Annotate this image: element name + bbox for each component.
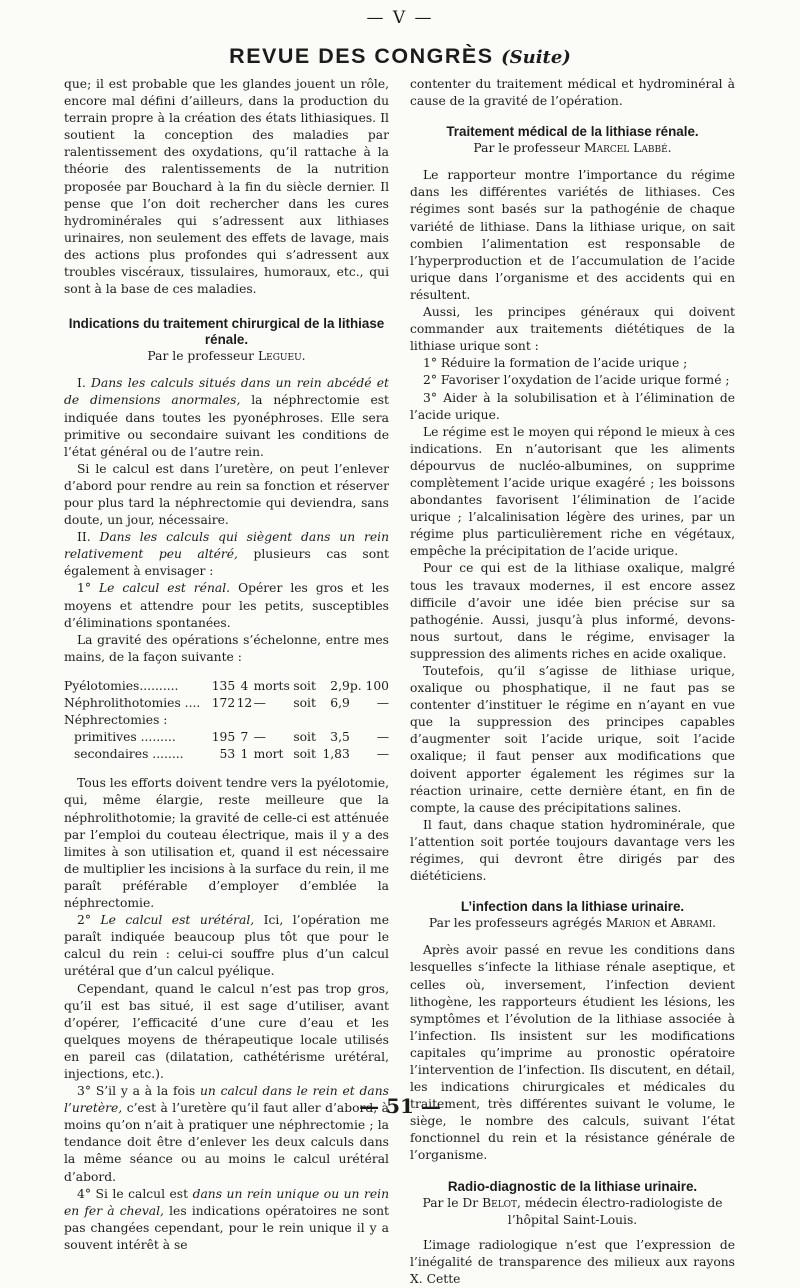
stats-cell: 1: [240, 747, 249, 762]
text-ii: plusieurs cas sont également à envisager :: [64, 547, 389, 579]
stats-cell: mort: [253, 747, 284, 762]
stats-cell: Pyélotomies..........: [64, 678, 179, 693]
medical-paragraph-5: Toutefois, qu’il s’agisse de lithiase urique, oxalique ou phosphatique, il ne faut pas se contenter d’instituer le régime en n’ayant en vue que la suppression des principes capables d’augmenter soit l’acide urique, soit l’acide oxalique; il faut penser aux modifications que doivent apporter également les régimes sur la réaction urinaire, cette dernière étant, en fin de compte, la cause des précipitations salines.: [410, 664, 735, 815]
stats-cell: —: [376, 730, 389, 745]
radio-paragraph-1: L’image radiologique n’est que l’expression de l’inégalité de transparence des milieux aux rayons X. Cette: [410, 1237, 735, 1286]
stats-cell: soit: [293, 747, 316, 762]
journal-title: REVUE DES CONGRÈS: [229, 44, 494, 68]
title-suffix: (Suite): [501, 47, 571, 68]
stats-row: [64, 695, 389, 712]
paragraph-efforts: Tous les efforts doivent tendre vers la pyélotomie, qui, même élargie, reste meilleure que la néphrolithotomie; la gravité de celle-ci est atténuée par l’emploi du couteau électrique, mais il y a des limites à son utilisation et, quand il est nécessaire de multiplier les incisions à la surface du rein, il me paraît préférable d’employer d’emblée la néphrectomie.: [64, 776, 390, 911]
stats-cell: —: [253, 696, 266, 710]
stats-cell: [235, 712, 253, 729]
stats-row: [64, 712, 389, 729]
stats-cell: 4: [240, 678, 249, 693]
stats-cell: [254, 712, 290, 729]
stats-cell: primitives .........: [74, 730, 176, 745]
text-4: les indications opératoires ne sont pas changées cependant, pour le rein unique il y a souvent intérêt à se: [64, 1203, 389, 1252]
stats-cell: secondaires ........: [74, 747, 184, 762]
italic-ii: Dans les calculs qui siègent dans un rein relativement peu altéré,: [64, 530, 389, 562]
page-roman-numeral: — V —: [366, 8, 434, 28]
stats-cell: 172: [211, 696, 236, 710]
paragraph-cependant: Cependant, quand le calcul n’est pas trop gros, qu’il est bas situé, il est sage d’utiliser, avant d’opérer, l’efficacité d’une cure d’eau et les quelques moyens de thérapeutique locale utilisés en pareil cas (dilatation, cathétérisme urétéral, injections, etc.).: [64, 981, 389, 1081]
byline-affiliation: médecin électro-radiologiste de l’hôpital Saint-Louis.: [507, 1195, 723, 1227]
stats-cell: 195: [211, 730, 236, 745]
stats-cell: 135: [211, 678, 236, 693]
stats-cell: [350, 712, 389, 729]
section-title-surgical: Indications du traitement chirurgical de la lithiase rénale.: [68, 316, 385, 348]
byline-prefix: Par le Dr: [422, 1195, 479, 1210]
stats-cell: [320, 712, 350, 729]
medical-list-item: 1° Réduire la formation de l’acide urique ;: [423, 356, 688, 371]
left-intro-paragraph: que; il est probable que les glandes jouent un rôle, encore mal défini d’ailleurs, dans la production du terrain propre à la création des états lithiasiques. Il soutient la conception des maladies par ralentissement des oxydations, qu’il rattache à la théorie des ralentissements de la nutrition proposée par Bouchard à la fin du siècle dernier. Il pense que l’on doit rechercher dans les cures hydrominérales qui s’adressent aux lithiases urinaires, non seulement des effets de lavage, mais des actions plus profondes qui s’adressent aux troubles viscéraux, tissulaires, humoraux, etc., qui sont à la base de ces maladies.: [64, 77, 389, 297]
paragraph-ureter: Si le calcul est dans l’uretère, on peut l’enlever d’abord pour rendre au rein sa fonction et réserver pour plus tard la néphrectomie qui deviendra, sans doute, un jour, nécessaire.: [64, 461, 389, 528]
page-title: [0, 44, 800, 69]
medical-paragraph-1: Le rapporteur montre l’importance du régime dans les différentes variétés de lithiases. Ces régimes sont basés sur la pathogénie de chaque variété de lithiase. Dans la lithiase urique, on sait combien l’alimentation est responsable de l’hyperproduction et de l’accumulation de l’acide urique dans l’organisme et des accidents qui en résultent.: [410, 168, 735, 302]
text-i: la néphrectomie est indiquée dans toutes les pyonéphroses. Elle sera primitive ou secondaire suivant les conditions de l’état général ou de l’autre rein.: [64, 393, 389, 459]
stats-cell: —: [376, 696, 389, 710]
stats-cell: 53: [219, 747, 236, 762]
stats-row: [64, 678, 389, 695]
paragraph-ii: [64, 529, 389, 580]
stats-cell: soit: [293, 730, 316, 745]
stats-cell: [208, 712, 236, 729]
text-3: c’est à l’uretère qu’il faut aller d’abord, à moins qu’on n’ait à pratiquer une néphrectomie ; la tendance doit être d’enlever les deux calculs dans la même séance ou au moins le calcul urétéral d’abord.: [64, 1101, 389, 1184]
stats-cell: Néphrolithotomies ....: [64, 696, 201, 710]
stats-cell: 3,5: [330, 730, 350, 745]
italic-4: dans un rein unique ou un rein en fer à cheval,: [64, 1186, 389, 1218]
label-4: 4°: [77, 1186, 91, 1201]
stats-table: [64, 678, 389, 763]
author-abrami: Abrami.: [670, 916, 717, 931]
stats-cell: Néphrectomies :: [64, 713, 168, 728]
italic-1: Le calcul est rénal.: [98, 581, 231, 596]
stats-cell: 2,9: [330, 678, 350, 693]
medical-list-item: 3° Aider à la solubilisation et à l’élimination de l’acide urique.: [410, 390, 735, 422]
byline-prefix: Par le professeur: [473, 141, 581, 156]
label-3: 3°: [77, 1084, 91, 1099]
section-title-infection: L’infection dans la lithiase urinaire.: [460, 899, 685, 915]
text-2: Ici, l’opération me paraît indiquée beaucoup plus tôt que pour le calcul du rein : celui-ci souffre plus d’un calcul urétéral que d’un calcul pyélique.: [64, 913, 389, 979]
page-number: — 51 —: [359, 1094, 441, 1118]
paragraph-gravite: La gravité des opérations s’échelonne, entre mes mains, de la façon suivante :: [64, 632, 389, 664]
stats-cell: 1,83: [322, 747, 350, 762]
stats-row: [64, 746, 389, 763]
stats-cell: morts: [253, 678, 290, 693]
byline-infection: [410, 915, 735, 932]
stats-row: [64, 729, 389, 746]
italic-2: Le calcul est urétéral,: [100, 913, 255, 928]
medical-paragraph-3: Le régime est le moyen qui répond le mieux à ces indications. En n’autorisant que les aliments dépourvus de nucléo-albumines, on supprime complètement l’acide urique exagéré ; les boissons abondantes favorisent l’élimination de l’acide urique ; l’alcalinisation légère des urines, par un régime plus particulièrement riche en végétaux, empêche la précipitation de l’acide urique.: [410, 424, 735, 559]
label-i: I.: [77, 376, 86, 391]
byline-prefix: Par le professeur: [147, 349, 255, 364]
stats-cell: 6,9: [330, 696, 350, 710]
label-ii: II.: [77, 530, 91, 545]
author-belot: Belot,: [482, 1195, 521, 1210]
right-intro-paragraph: contenter du traitement médical et hydrominéral à cause de la gravité de l’opération.: [410, 77, 735, 109]
stats-cell: soit: [293, 696, 316, 710]
paragraph-1: [64, 580, 389, 631]
left-column: [64, 76, 389, 1254]
label-1: 1°: [77, 581, 91, 596]
byline-and: et: [654, 916, 667, 931]
pre-4: Si le calcul est: [95, 1186, 189, 1201]
byline-surgical: [64, 348, 389, 365]
byline-radio: [410, 1195, 735, 1229]
section-title-medical: Traitement médical de la lithiase rénale.: [446, 124, 699, 140]
byline-medical: [410, 140, 735, 157]
stats-cell: 7: [240, 730, 249, 745]
italic-i: Dans les calculs situés dans un rein abcédé et de dimensions anormales,: [64, 376, 389, 408]
medical-paragraph-2: Aussi, les principes généraux qui doivent commander aux traitements diététiques de la lithiase urique sont :: [410, 305, 735, 354]
medical-paragraph-6: Il faut, dans chaque station hydrominérale, que l’attention soit portée toujours davantage vers les régimes, qui devront être dirigés par des diététiciens.: [410, 817, 735, 884]
paragraph-i: [64, 375, 389, 460]
italic-3: un calcul dans le rein et dans l’uretère,: [64, 1084, 389, 1116]
stats-cell: —: [253, 730, 266, 745]
stats-cell: 12: [236, 696, 253, 710]
author-legueu: Legueu.: [257, 349, 306, 364]
paragraph-2: [64, 912, 389, 980]
stats-cell: [290, 712, 320, 729]
stats-cell: p. 100: [349, 678, 389, 693]
author-marion: Marion: [605, 916, 651, 931]
stats-cell: soit: [293, 678, 316, 693]
pre-3: S’il y a à la fois: [95, 1084, 196, 1099]
infection-paragraph-1: Après avoir passé en revue les conditions dans lesquelles s’infecte la lithiase rénale aseptique, et celles où, inversement, l’infection devient lithogène, les rapporteurs étudient les lésions, les symptômes et l’évolution de la lithiase associée à l’infection. Ils insistent sur les modifications capitales qu’imprime au pronostic opératoire l’intervention de l’infection. Ils discutent, en détail, les indications chirurgicales et médicales du traitement, très différentes suivant le volume, le siège, le nombre des calculs, suivant l’état fonctionnel du rein et la résistance générale de l’organisme.: [410, 943, 735, 1163]
author-labbe: Marcel Labbé.: [583, 141, 672, 156]
stats-cell: —: [376, 747, 389, 762]
label-2: 2°: [77, 913, 91, 928]
medical-paragraph-4: Pour ce qui est de la lithiase oxalique, malgré tous les travaux modernes, il est encore assez difficile d’avoir une idée bien précise sur sa pathogénie. Aussi, jusqu’à plus informé, devons-nous surtout, dans le régime, envisager la suppression des aliments riches en acide oxalique.: [410, 561, 735, 661]
section-title-radio: Radio-diagnostic de la lithiase urinaire.: [447, 1178, 698, 1194]
medical-list-item: 2° Favoriser l’oxydation de l’acide urique formé ;: [423, 373, 730, 388]
paragraph-4: [64, 1186, 389, 1254]
byline-prefix: Par les professeurs agrégés: [428, 916, 602, 931]
text-1: Opérer les gros et les moyens et attendre pour les petits, susceptibles d’éliminations spontanées.: [64, 581, 389, 630]
